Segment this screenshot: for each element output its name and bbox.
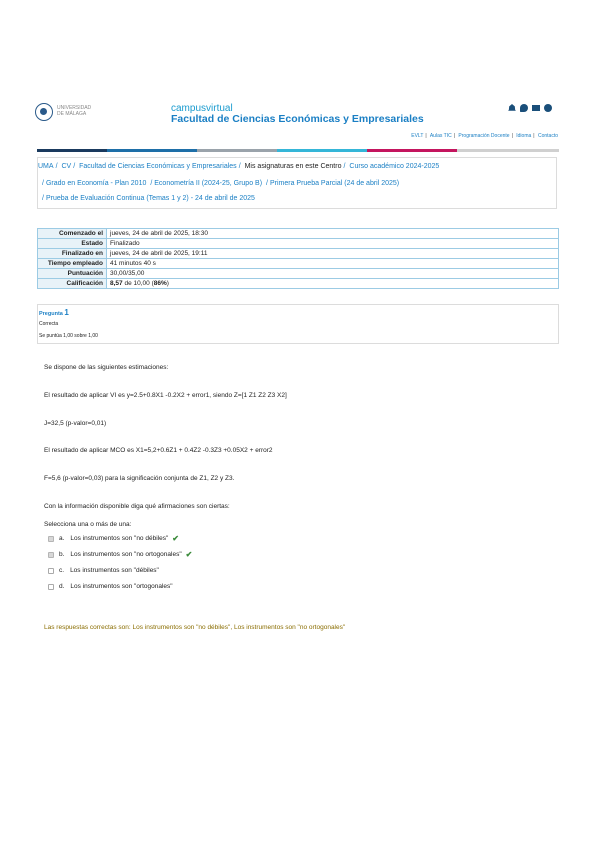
summary-label: Comenzado el bbox=[38, 229, 107, 239]
top-links: EVLT | Aulas TIC | Programación Docente | Idioma | Contacto bbox=[411, 133, 558, 139]
link-programacion-docente[interactable]: Programación Docente bbox=[458, 133, 510, 139]
question-text-line: El resultado de aplicar MCO es X1=5,2+0.6Z1 + 0.4Z2 -0.3Z3 +0.05X2 + error2 bbox=[44, 447, 273, 454]
color-bar-segment bbox=[367, 149, 457, 152]
logo-text-line1: UNIVERSIDAD bbox=[57, 105, 92, 111]
crumb-prueba-evaluacion[interactable]: Prueba de Evaluación Continua (Temas 1 y 2) - 24 de abril de 2025 bbox=[45, 195, 255, 202]
crumb-primera-prueba[interactable]: Primera Prueba Parcial (24 de abril 2025) bbox=[269, 180, 400, 187]
question-number: 1 bbox=[64, 308, 69, 317]
summary-label: Finalizado en bbox=[38, 249, 107, 259]
color-bar-segment bbox=[277, 149, 367, 152]
question-title-prefix: Pregunta bbox=[39, 311, 63, 317]
crumb-grado[interactable]: Grado en Economía - Plan 2010 bbox=[45, 180, 147, 187]
option-letter: a. bbox=[59, 535, 65, 542]
correct-answer-feedback: Las respuestas correctas son: Los instrumentos son "no débiles", Los instrumentos son "no ortogonales" bbox=[44, 624, 346, 631]
option-letter: c. bbox=[59, 567, 65, 574]
summary-value: 41 minutos 40 s bbox=[107, 259, 559, 269]
crumb-uma[interactable]: UMA bbox=[38, 163, 54, 170]
option-text: Los instrumentos son "débiles" bbox=[70, 567, 159, 574]
option-checkbox[interactable] bbox=[48, 584, 54, 590]
summary-label: Puntuación bbox=[38, 269, 107, 279]
attempt-summary-table bbox=[37, 228, 559, 289]
logo-text-line2: DE MÁLAGA bbox=[57, 111, 87, 117]
breadcrumb-line2: / Grado en Economía - Plan 2010 / Econometría II (2024-25, Grupo B) / Primera Prueba Parcial (24 de abril 2025) bbox=[42, 180, 400, 187]
color-bar-segment bbox=[197, 149, 277, 152]
option-text: Los instrumentos son "no ortogonales" bbox=[70, 551, 182, 558]
summary-value: 30,00/35,00 bbox=[107, 269, 559, 279]
table-row bbox=[38, 269, 559, 279]
summary-value: Finalizado bbox=[107, 239, 559, 249]
top-icons bbox=[508, 104, 552, 112]
correct-check-icon: ✔ bbox=[185, 550, 193, 559]
crumb-curso[interactable]: Curso académico 2024-2025 bbox=[349, 163, 440, 170]
answer-option-b[interactable] bbox=[48, 550, 192, 559]
correct-check-icon: ✔ bbox=[172, 534, 179, 543]
link-contacto[interactable]: Contacto bbox=[537, 133, 558, 139]
question-mark: Se puntúa 1,00 sobre 1,00 bbox=[39, 333, 98, 339]
option-checkbox[interactable] bbox=[48, 552, 54, 558]
option-text: Los instrumentos son "ortogonales" bbox=[70, 583, 173, 590]
table-row bbox=[38, 249, 559, 259]
question-state: Correcta bbox=[39, 321, 59, 327]
summary-label: Calificación bbox=[38, 279, 107, 289]
crumb-cv[interactable]: CV bbox=[61, 163, 72, 170]
grade-value: 8,57 bbox=[110, 280, 123, 287]
grade-mid: de 10,00 ( bbox=[122, 280, 154, 287]
summary-value: jueves, 24 de abril de 2025, 18:30 bbox=[107, 229, 559, 239]
answer-option-c[interactable] bbox=[48, 567, 159, 574]
university-seal-icon bbox=[35, 103, 53, 121]
crumb-econometria[interactable]: Econometría II (2024-25, Grupo B) bbox=[154, 180, 263, 187]
grade-percent: 86% bbox=[153, 280, 167, 287]
option-checkbox[interactable] bbox=[48, 536, 54, 542]
question-text-line: Con la información disponible diga qué afirmaciones son ciertas: bbox=[44, 503, 230, 510]
table-row bbox=[38, 239, 559, 249]
breadcrumb-line3: / Prueba de Evaluación Continua (Temas 1 y 2) - 24 de abril de 2025 bbox=[42, 195, 255, 202]
question-text-line: F=5,6 (p-valor=0,03) para la significación conjunta de Z1, Z2 y Z3. bbox=[44, 475, 235, 482]
crumb-mis-asignaturas: Mis asignaturas en este Centro bbox=[244, 163, 342, 170]
question-text-line: J=32,5 (p-valor=0,01) bbox=[44, 420, 107, 427]
breadcrumb bbox=[37, 157, 557, 209]
summary-label: Tiempo empleado bbox=[38, 259, 107, 269]
link-evlt[interactable]: EVLT bbox=[411, 133, 424, 139]
summary-label: Estado bbox=[38, 239, 107, 249]
answer-option-d[interactable] bbox=[48, 583, 173, 590]
color-bar-segment bbox=[37, 149, 107, 152]
chat-icon[interactable] bbox=[520, 104, 528, 112]
link-aulas-tic[interactable]: Aulas TIC bbox=[429, 133, 452, 139]
color-bar-segment bbox=[107, 149, 197, 152]
table-row bbox=[38, 259, 559, 269]
crumb-facultad[interactable]: Facultad de Ciencias Económicas y Empresariales bbox=[79, 163, 237, 170]
summary-value bbox=[107, 279, 559, 289]
table-row bbox=[38, 229, 559, 239]
color-bar bbox=[37, 149, 559, 152]
bell-icon[interactable] bbox=[508, 104, 516, 112]
option-checkbox[interactable] bbox=[48, 568, 54, 574]
help-icon[interactable] bbox=[544, 104, 552, 112]
mail-icon[interactable] bbox=[532, 105, 540, 111]
question-text-line: El resultado de aplicar VI es y=2.5+0.8X1 -0.2X2 + error1, siendo Z=[1 Z1 Z2 Z3 X2] bbox=[44, 392, 287, 399]
summary-value: jueves, 24 de abril de 2025, 19:11 bbox=[107, 249, 559, 259]
grade-end: ) bbox=[166, 280, 169, 287]
option-letter: d. bbox=[59, 583, 65, 590]
question-text-line: Se dispone de las siguientes estimaciones: bbox=[44, 364, 169, 371]
breadcrumb-line1: UMA / CV / Facultad de Ciencias Económicas y Empresariales / Mis asignaturas en este Centro / Curso académico 2024-2025 bbox=[38, 163, 440, 170]
option-text: Los instrumentos son "no débiles" bbox=[70, 535, 169, 542]
question-title bbox=[39, 308, 69, 317]
campus-brand[interactable]: campusvirtual bbox=[171, 103, 233, 114]
question-info bbox=[37, 304, 559, 344]
faculty-title[interactable]: Facultad de Ciencias Económicas y Empresariales bbox=[171, 113, 424, 125]
table-row bbox=[38, 279, 559, 289]
link-idioma[interactable]: Idioma bbox=[516, 133, 532, 139]
answer-prompt: Selecciona una o más de una: bbox=[44, 521, 132, 528]
university-logo[interactable] bbox=[35, 103, 95, 123]
color-bar-segment bbox=[457, 149, 559, 152]
answer-option-a[interactable] bbox=[48, 534, 179, 543]
option-letter: b. bbox=[59, 551, 65, 558]
